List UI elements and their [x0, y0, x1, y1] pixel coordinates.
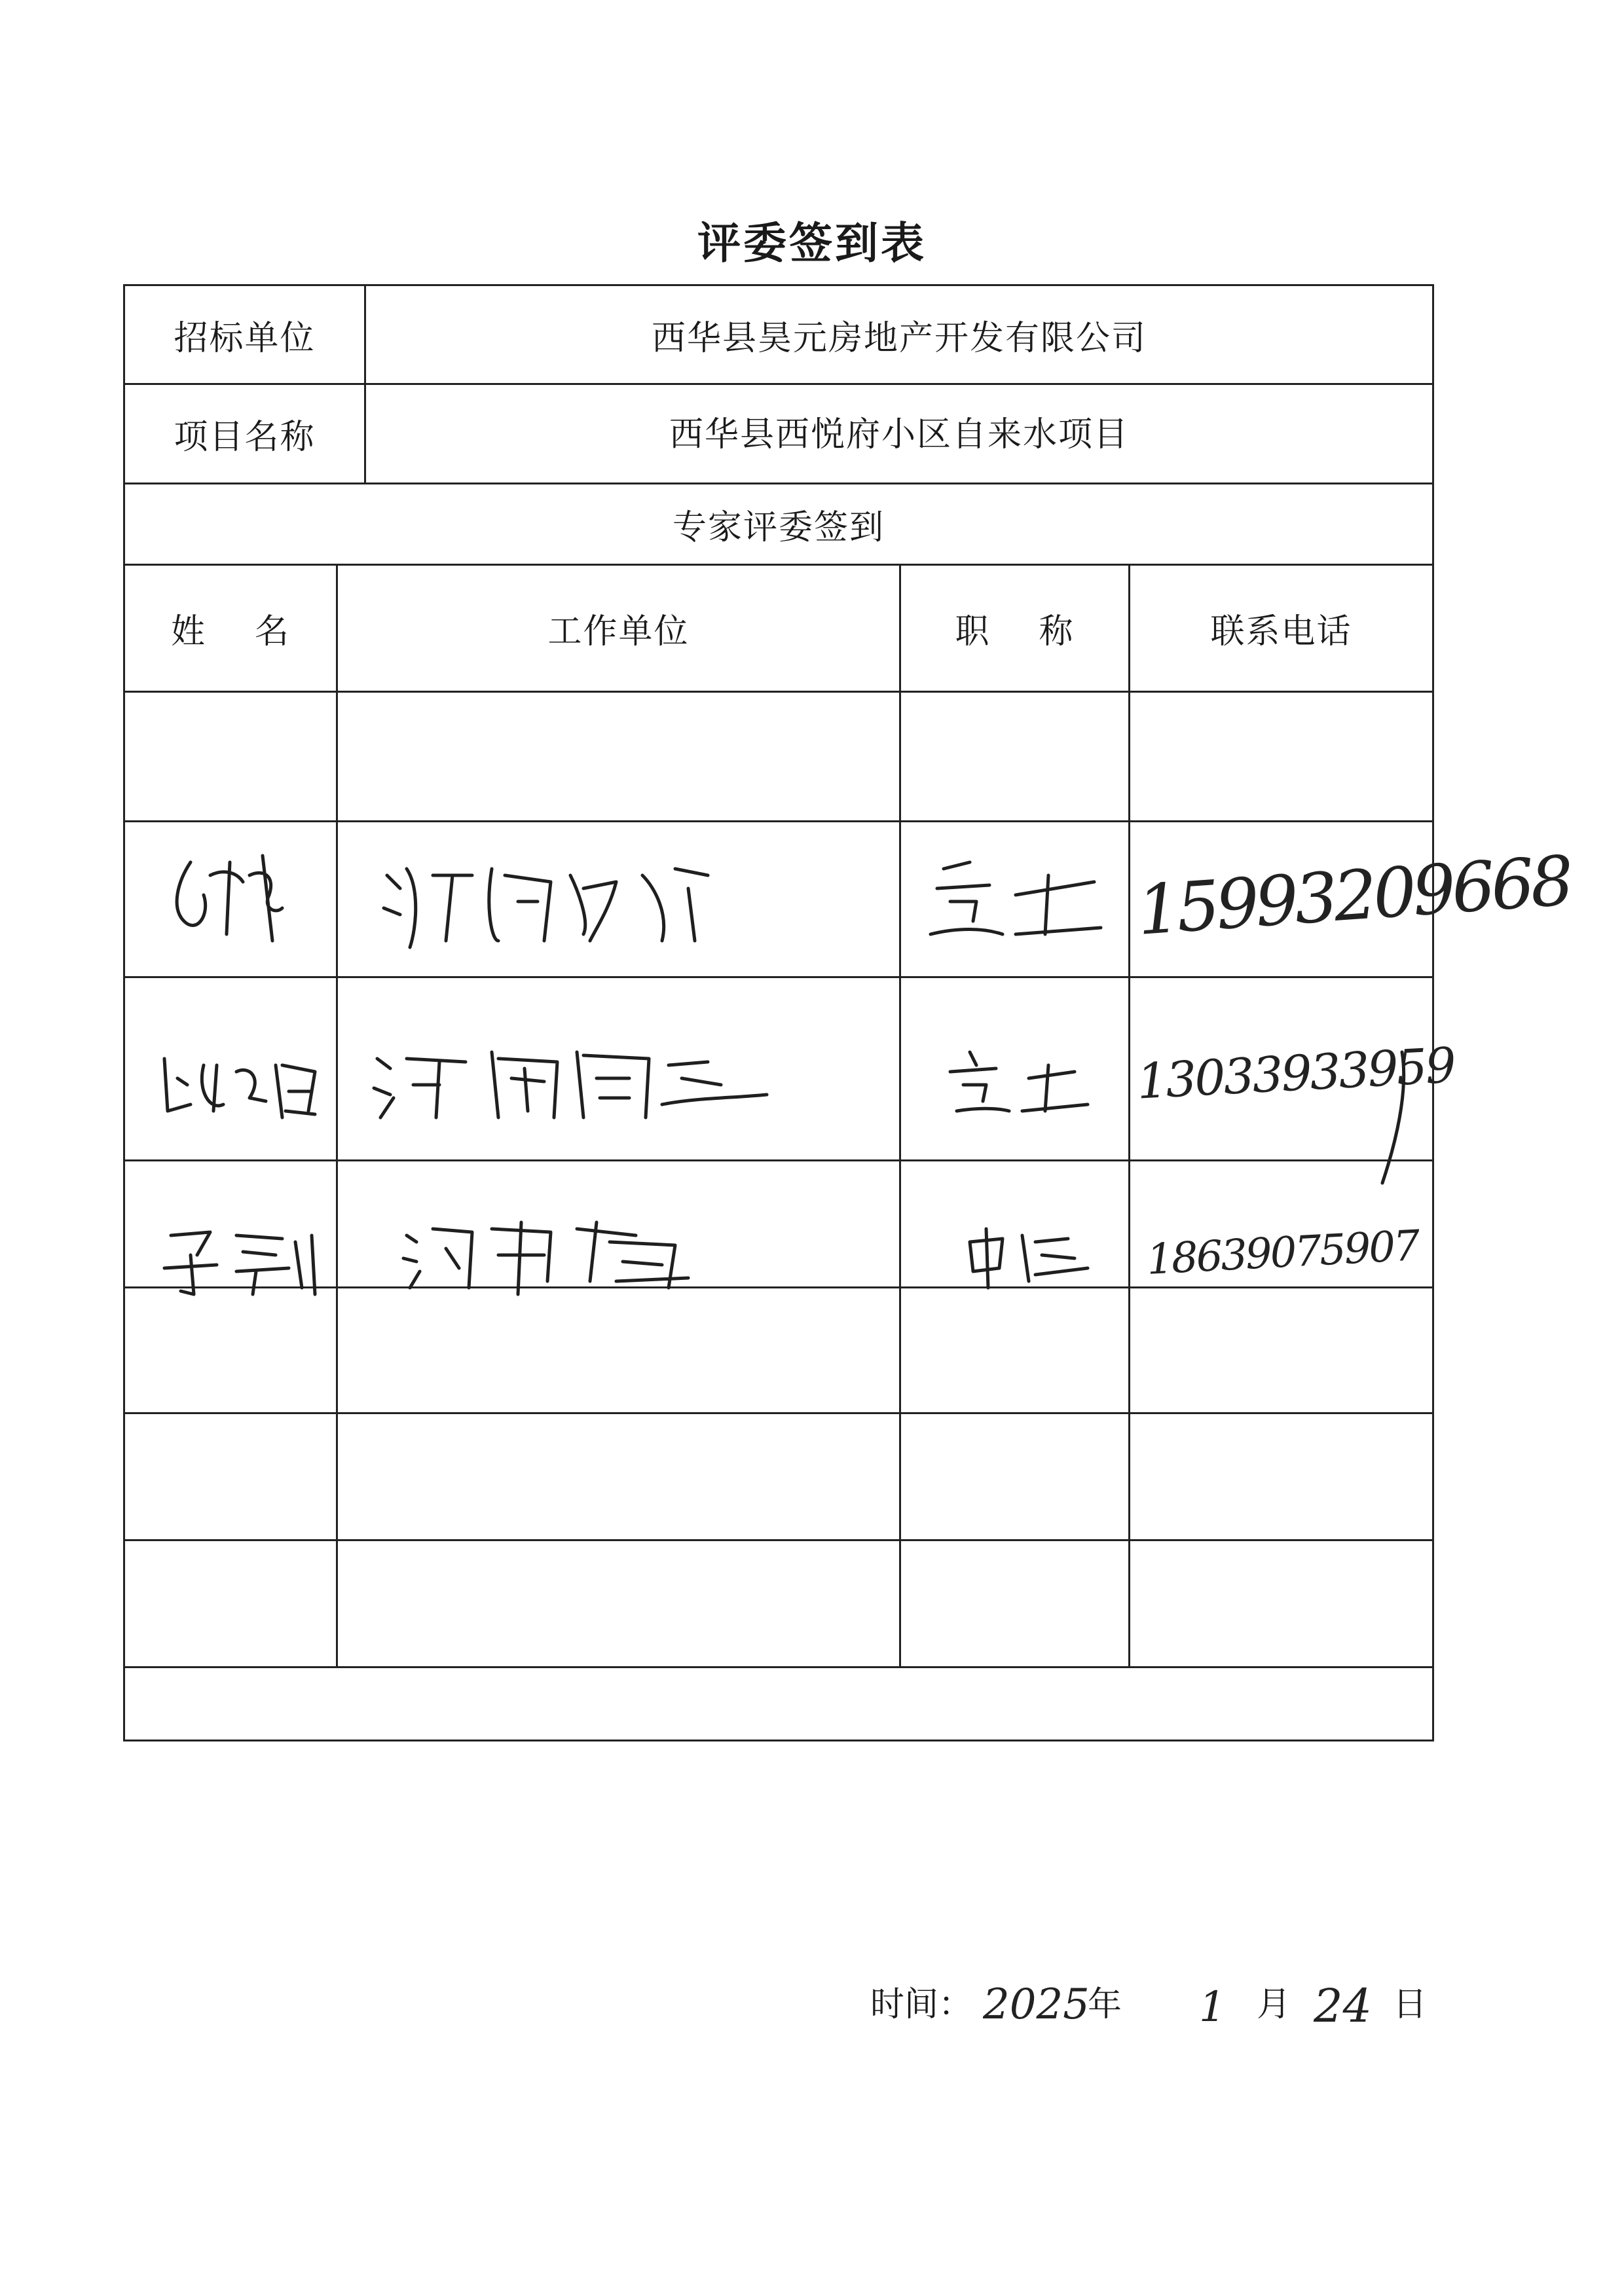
- column-header-name: 姓 名: [170, 612, 291, 651]
- sign-in-table: [123, 284, 1573, 2033]
- bidder-value: 西华县昊元房地产开发有限公司: [651, 318, 1147, 358]
- row-divider: [125, 820, 1432, 822]
- date-year: 2025: [983, 1980, 1090, 2029]
- row-divider: [125, 976, 1432, 978]
- phone-row3: 13033933959: [1135, 1037, 1456, 1110]
- signature-employer-row4: [400, 1209, 701, 1301]
- column-header-phone: 联系电话: [1210, 612, 1352, 651]
- date-footer: [125, 1979, 1436, 2033]
- day-unit: 日: [1393, 1985, 1428, 2024]
- project-label: 项目名称: [174, 418, 316, 457]
- row-divider: [125, 1412, 1432, 1414]
- row-divider: [125, 1159, 1432, 1161]
- time-label: 时间：: [870, 1985, 973, 2024]
- row-divider: [125, 1666, 1432, 1668]
- column-header-title: 职 称: [955, 612, 1075, 651]
- phone-row4: 18639075907: [1145, 1222, 1420, 1285]
- row-divider: [125, 691, 1432, 693]
- signature-title-row3: [924, 1039, 1107, 1131]
- month-unit: 月: [1257, 1985, 1291, 2024]
- signature-name-row3: [151, 1039, 335, 1137]
- signature-name-row2: [164, 836, 322, 954]
- date-day: 24: [1314, 1979, 1373, 2033]
- signature-employer-row2: [380, 849, 747, 954]
- signature-name-row4: [158, 1216, 328, 1301]
- document-title: 评委签到表: [697, 218, 927, 268]
- year-unit: 年: [1088, 1985, 1122, 2024]
- signature-title-row4: [957, 1216, 1101, 1294]
- col-divider: [1128, 564, 1130, 1666]
- project-value: 西华县西悦府小区自来水项目: [669, 414, 1129, 454]
- col-divider: [899, 564, 901, 1666]
- phone-row3-tail-stroke: [1356, 1039, 1415, 1190]
- section-title: 专家评委签到: [672, 508, 885, 547]
- signature-employer-row3: [367, 1032, 773, 1131]
- signature-title-row2: [917, 849, 1114, 954]
- date-month: 1: [1199, 1983, 1226, 2032]
- row-divider: [125, 1539, 1432, 1541]
- phone-row2: 15993209668: [1134, 841, 1573, 951]
- bidder-label: 招标单位: [174, 318, 316, 358]
- col-divider: [336, 564, 338, 1666]
- column-header-employer: 工作单位: [547, 612, 690, 651]
